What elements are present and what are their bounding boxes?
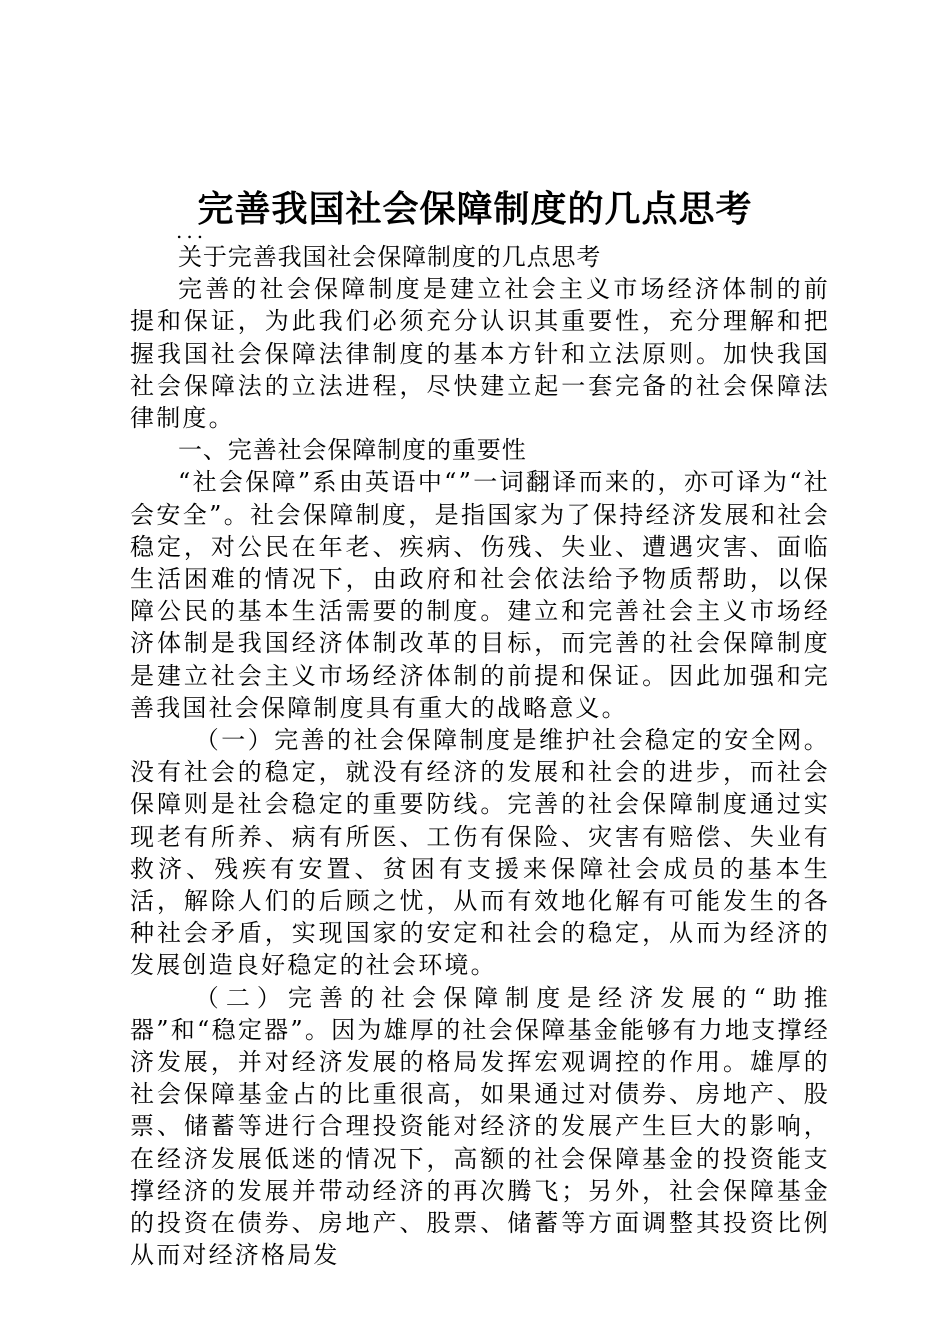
ellipsis-marker: ... [176,219,208,243]
body-paragraph: （二）完善的社会保障制度是经济发展的“助推器”和“稳定器”。因为雄厚的社会保障基金能够有力地支撑经济发展，并对经济发展的格局发挥宏观调控的作用。雄厚的社会保障基金占的比重很高，如果通过对债券、房地产、股票、储蓄等进行合理投资能对经济的发展产生巨大的影响，在经济发展低迷的情况下，高额的社会保障基金的投资能支撑经济的发展并带动经济的再次腾飞；另外，社会保障基金的投资在债券、房地产、股票、储蓄等方面调整其投资比例从而对经济格局发 [130,983,830,1270]
document-body [130,241,830,1272]
section-heading: 一、完善社会保障制度的重要性 [178,436,527,465]
intro-paragraph: 完善的社会保障制度是建立社会主义市场经济体制的前提和保证，为此我们必须充分认识其重要性，充分理解和把握我国社会保障法律制度的基本方针和立法原则。加快我国社会保障法的立法进程，尽快建立起一套完备的社会保障法律制度。 [130,275,830,433]
subtitle-paragraph: 关于完善我国社会保障制度的几点思考 [178,243,602,271]
body-paragraph: （一）完善的社会保障制度是维护社会稳定的安全网。没有社会的稳定，就没有经济的发展和社会的进步，而社会保障则是社会稳定的重要防线。完善的社会保障制度通过实现老有所养、病有所医、工伤有保险、灾害有赔偿、失业有救济、残疾有安置、贫困有支援来保障社会成员的基本生活，解除人们的后顾之忧，从而有效地化解有可能发生的各种社会矛盾，实现国家的安定和社会的稳定，从而为经济的发展创造良好稳定的社会环境。 [130,726,830,980]
document-title: 完善我国社会保障制度的几点思考 [197,188,753,230]
body-paragraph: “社会保障”系由英语中“”一词翻译而来的，亦可译为“社会安全”。社会保障制度，是指国家为了保持经济发展和社会稳定，对公民在年老、疾病、伤残、失业、遭遇灾害、面临生活困难的情况下，由政府和社会依法给予物质帮助，以保障公民的基本生活需要的制度。建立和完善社会主义市场经济体制是我国经济体制改革的目标，而完善的社会保障制度是建立社会主义市场经济体制的前提和保证。因此加强和完善我国社会保障制度具有重大的战略意义。 [130,468,830,722]
